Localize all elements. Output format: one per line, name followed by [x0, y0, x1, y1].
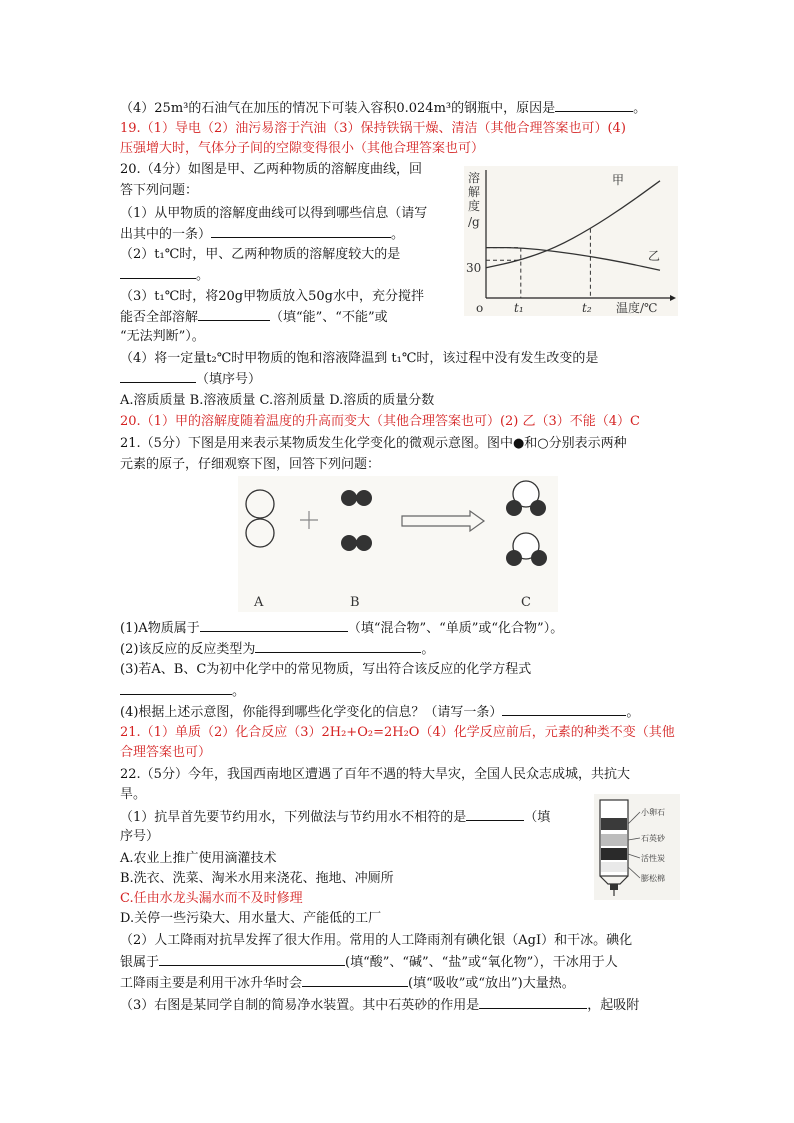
q20-p1-blank[interactable] [211, 225, 391, 238]
q19-part4-blank[interactable] [555, 99, 633, 112]
molecule-b1-atom-left [341, 490, 357, 506]
chart-ylabel-2: 解 [468, 185, 481, 199]
q22-p2-line2-text: 银属于 [120, 955, 160, 970]
chart-series-label-a: 甲 [612, 173, 625, 187]
q22-stem-line1: 22.（5分）今年，我国西南地区遭遇了百年不遇的特大旱灾，全国人民众志成城，共抗大 [120, 767, 630, 782]
filter-label-sand: 石英砂 [641, 834, 665, 843]
q21-p3: (3)若A、B、C为初中化学中的常见物质，写出符合该反应的化学方程式 [120, 662, 532, 677]
q20-p2-blank[interactable] [120, 266, 196, 279]
q20-answer: 20.（1）甲的溶解度随着温度的升高而变大（其他合理答案也可）(2) 乙（3）不能（4）C [120, 414, 640, 429]
q22-p1-line1 [120, 808, 550, 827]
filter-pointer-3 [628, 854, 640, 858]
filter-layer-sand [601, 834, 627, 846]
q19-answer-line1: 19.（1）导电（2）油污易溶于汽油（3）保持铁锅干燥、清洁（其他合理答案也可）(4) [120, 121, 626, 136]
chart-series-label-b: 乙 [648, 249, 661, 263]
q22-p1-line2: 序号） [120, 829, 160, 844]
molecule-b1-atom-right [356, 490, 372, 506]
solubility-chart-svg [464, 166, 678, 316]
q21-p4-blank[interactable] [502, 703, 626, 716]
q22-stem-line2: 旱。 [120, 787, 147, 802]
q21-p2: (2)该反应的反应类型为 。 [120, 642, 435, 657]
q20-p4-blank[interactable] [120, 370, 196, 383]
q22-p3-tail: ，起吸附 [587, 998, 640, 1013]
diagram-label-b: B [350, 595, 360, 610]
q22-p2-line3 [120, 974, 575, 993]
molecule-a-atom-top [246, 490, 274, 518]
molecule-c1-dark-right [530, 500, 546, 516]
chart-y-unit: /g [468, 215, 480, 229]
molecule-a-atom-bottom [246, 519, 274, 547]
solubility-chart [464, 166, 678, 316]
q20-p1-line1: （1）从甲物质的溶解度曲线可以得到哪些信息（请写 [120, 206, 428, 221]
q21-stem-line2: 元素的原子，仔细观察下图，回答下列问题： [120, 457, 381, 472]
q21-p4-text: (4)根据上述示意图，你能得到哪些化学变化的信息？（请写一条） [120, 705, 503, 720]
q21-answer-line1: 21.（1）单质（2）化合反应（3）2H₂+O₂=2H₂O（4）化学反应前后，元素的种类不变（其他 [120, 725, 675, 740]
q22-p2-line3-hint: (填“吸收”或“放出”)大量热。 [408, 976, 575, 991]
chart-series-line-jia [486, 181, 660, 268]
chart-x-tick-t1: t₁ [514, 301, 524, 315]
chart-x-label: 温度/℃ [616, 301, 658, 315]
molecule-b2-atom-left [341, 535, 357, 551]
q22-p2-blank1[interactable] [159, 953, 345, 966]
molecule-b2-atom-right [356, 535, 372, 551]
filter-layer-pebbles [601, 818, 627, 830]
filter-cap [610, 884, 618, 890]
q20-p3-line3: “无法判断”）。 [120, 329, 205, 344]
chart-origin: o [476, 301, 484, 315]
q21-p1-hint: （填“混合物”、“单质”或“化合物”）。 [347, 621, 564, 636]
water-filter-figure [594, 794, 680, 900]
molecule-c1-dark-left [506, 500, 522, 516]
q22-opt-c: C.任由水龙头漏水而不及时修理 [120, 891, 303, 906]
q22-p1-blank[interactable] [466, 808, 524, 821]
chart-dynamic-layer [486, 181, 660, 298]
q22-p2-line1: （2）人工降雨对抗旱发挥了很大作用。常用的人工降雨剂有碘化银（AgI）和干冰。碘化 [120, 933, 633, 948]
q21-p3-blank[interactable] [120, 682, 232, 695]
q21-p3-fill: 。 [120, 682, 245, 701]
chart-ylabel-3: 度 [468, 199, 481, 213]
q20-stem-line1: 20.（4分）如图是甲、乙两种物质的溶解度曲线，回 [120, 162, 422, 177]
q19-answer-line2: 压强增大时，气体分子间的空隙变得很小（其他合理答案也可） [120, 141, 485, 156]
filter-pointer-1 [628, 812, 640, 824]
q20-p3-line2-text: 能否全部溶解 [120, 310, 199, 325]
diagram-label-a: A [254, 595, 264, 610]
filter-label-cotton: 膨松棉 [641, 874, 665, 883]
q20-p3-line2 [120, 308, 388, 327]
q21-p2-blank[interactable] [255, 640, 421, 653]
filter-bottle-neck [600, 876, 628, 884]
chart-series-line-yi [486, 248, 660, 271]
q22-opt-d: D.关停一些污染大、用水量大、产能低的工厂 [120, 911, 382, 926]
filter-label-pebbles: 小卵石 [641, 808, 665, 817]
filter-pointer-2 [628, 838, 640, 840]
q20-p4-fill-text: （填序号） [196, 372, 262, 387]
q20-p1-line2: 出其中的一条） 。 [120, 227, 405, 242]
filter-layer-cotton [601, 862, 627, 872]
q21-p1-blank[interactable] [200, 619, 348, 632]
q20-p2: （2）t₁℃时，甲、乙两种物质的溶解度较大的是 [120, 247, 401, 262]
diagram-label-c: C [521, 595, 531, 610]
q22-p2-line2 [120, 953, 618, 972]
q21-stem-line1: 21.（5分）下图是用来表示某物质发生化学变化的微观示意图。图中●和○分别表示两种 [120, 436, 627, 451]
q22-p1-fill: （填 [524, 810, 551, 825]
chart-x-tick-t2: t₂ [582, 301, 592, 315]
chart-ylabel-1: 溶 [468, 171, 481, 185]
reaction-diagram-svg [238, 476, 558, 612]
q22-p1-text: （1）抗旱首先要节约用水，下列做法与节约用水不相符的是 [120, 810, 467, 825]
q21-p1 [120, 619, 563, 638]
q22-p2-blank2[interactable] [302, 974, 408, 987]
q21-p4: (4)根据上述示意图，你能得到哪些化学变化的信息？（请写一条） 。 [120, 705, 640, 720]
q22-opt-a: A.农业上推广使用滴灌技术 [120, 851, 277, 866]
filter-pointer-4 [628, 867, 640, 878]
q20-p3-blank[interactable] [198, 308, 270, 321]
q20-stem-line2: 答下列问题： [120, 183, 199, 198]
q21-p2-text: (2)该反应的反应类型为 [120, 642, 256, 657]
q20-p3-line1: （3）t₁℃时，将20g甲物质放入50g水中，充分搅拌 [120, 289, 424, 304]
q19-part4-text: （4）25m³的石油气在加压的情况下可装入容积0.024m³的钢瓶中，原因是 [120, 101, 556, 116]
q22-p3-blank[interactable] [479, 996, 587, 1009]
q19-part4: （4）25m³的石油气在加压的情况下可装入容积0.024m³的钢瓶中，原因是 。 [120, 101, 647, 116]
q20-p4: （4）将一定量t₂℃时甲物质的饱和溶液降温到 t₁℃时，该过程中没有发生改变的是 [120, 351, 599, 366]
q21-answer-line2: 合理答案也可） [120, 745, 212, 760]
q22-opt-b: B.洗衣、洗菜、淘米水用来浇花、拖地、冲厕所 [120, 871, 394, 886]
q22-p3-text: （3）右图是某同学自制的简易净水装置。其中石英砂的作用是 [120, 998, 480, 1013]
q21-p1-text: (1)A物质属于 [120, 621, 200, 636]
q22-p2-line3-text: 工降雨主要是利用干冰升华时会 [120, 976, 303, 991]
q20-p4-fill [120, 370, 261, 389]
chart-x-arrow [670, 295, 676, 301]
q22-p3 [120, 996, 639, 1015]
molecule-c2-dark-right [531, 550, 547, 566]
q20-p1-line2-text: 出其中的一条） [120, 227, 212, 242]
reaction-arrow [402, 511, 484, 531]
q22-p2-line2-hint: (填“酸”、“碱”、“盐”或“氧化物”），干冰用于人 [345, 955, 618, 970]
reaction-diagram [238, 476, 558, 612]
chart-y-tick-30: 30 [466, 261, 482, 275]
water-filter-svg [594, 794, 680, 900]
molecule-c2-dark-left [506, 550, 522, 566]
filter-layer-carbon [601, 848, 627, 860]
q20-p3-line2-hint: （填“能”、“不能”或 [270, 310, 388, 325]
q20-options: A.溶质质量 B.溶液质量 C.溶剂质量 D.溶质的质量分数 [120, 393, 435, 408]
q20-p2-fill: 。 [120, 266, 209, 285]
filter-label-carbon: 活性炭 [641, 854, 665, 863]
